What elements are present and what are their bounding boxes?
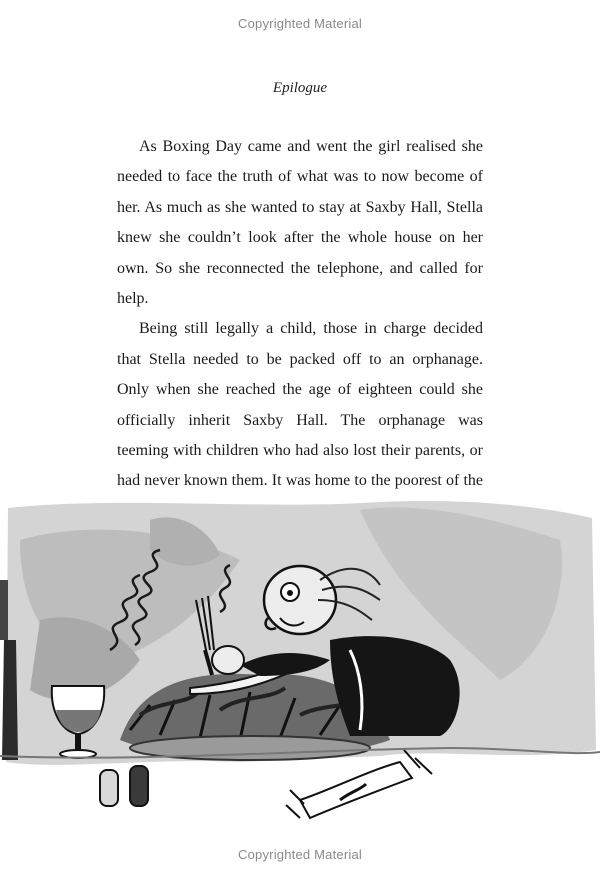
body-text xyxy=(117,132,483,527)
paragraph-2: Being still legally a child, those in charge decided that Stella needed to be packed off to an orphanage. Only when she reached the age of eighteen could she officially inherit Saxby Hall. The orphanage was teeming with children who had also lost their parents, or had never known them. It was home to the poorest of the xyxy=(117,320,483,490)
salt-pepper-shakers xyxy=(100,766,148,806)
copyright-watermark-bottom: Copyrighted Material xyxy=(238,847,362,862)
copyright-watermark-top: Copyrighted Material xyxy=(238,16,362,31)
christmas-cracker xyxy=(286,750,432,818)
paragraph-1: As Boxing Day came and went the girl realised she needed to face the truth of what was to now become of her. As much as she wanted to stay at Saxby Hall, Stella knew she couldn’t look after the whole house on her own. So she reconnected the telephone, and called for help. xyxy=(117,138,483,308)
illustration-butler-carving xyxy=(0,500,600,840)
chapter-title: Epilogue xyxy=(272,80,328,96)
